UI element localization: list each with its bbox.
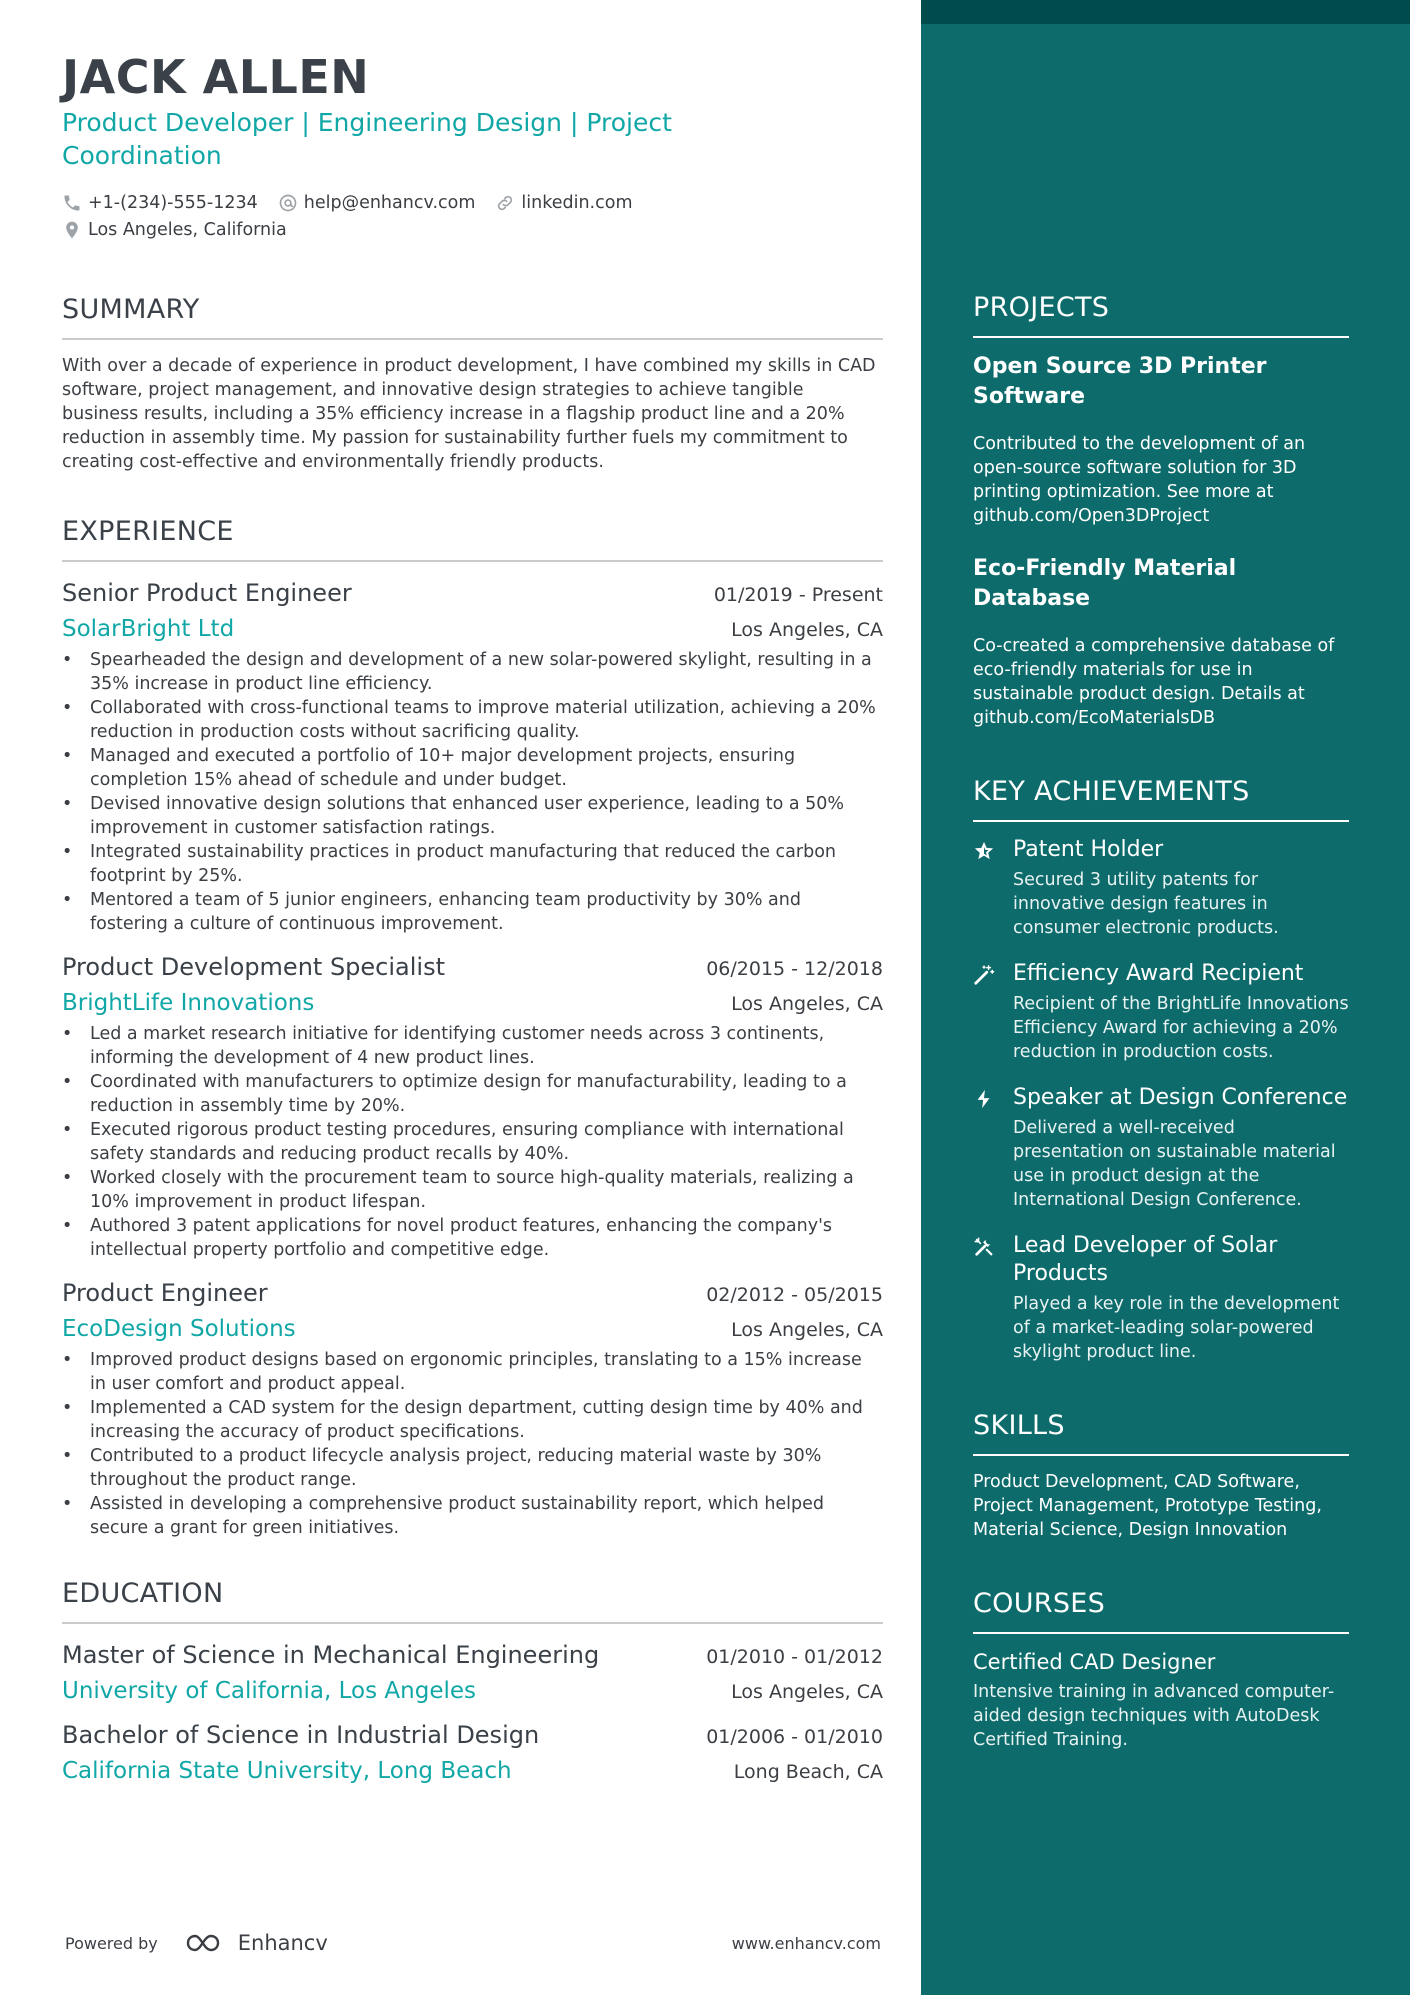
tools-icon <box>973 1236 995 1258</box>
school-name: California State University, Long Beach <box>62 1758 512 1784</box>
job-entry <box>62 1276 883 1540</box>
linkedin-contact[interactable] <box>495 193 632 213</box>
bullet-item: • Executed rigorous product testing procedures, ensuring compliance with international safety standards and reducing product recalls by 40%. <box>62 1118 883 1166</box>
education-entry <box>62 1638 883 1710</box>
education-entry <box>62 1718 883 1790</box>
summary-text: With over a decade of experience in product development, I have combined my skills in CAD software, project management, and innovative design strategies to achieve tangible business results, including a 35% efficiency increase in a flagship product line and a 20% reduction in assembly time. My passion for sustainability further fuels my commitment to creating cost-effective and environmentally friendly products. <box>62 356 876 472</box>
achievement-item <box>973 960 1349 1064</box>
phone-icon <box>62 193 82 213</box>
bullet-item: • Worked closely with the procurement team to source high-quality materials, realizing a 10% improvement in product lifespan. <box>62 1166 883 1214</box>
achievement-description: Played a key role in the development of a market-leading solar-powered skylight product line. <box>1013 1294 1340 1362</box>
powered-by <box>65 1931 328 1955</box>
job-date: 06/2015 - 12/2018 <box>706 958 883 980</box>
course-description: Intensive training in advanced computer-aided design techniques with AutoDesk Certified Training. <box>973 1682 1335 1750</box>
email-text[interactable]: help@enhancv.com <box>303 192 476 213</box>
bullet-item: • Assisted in developing a comprehensive product sustainability report, which helped secure a grant for green initiatives. <box>62 1492 883 1540</box>
website-link[interactable]: www.enhancv.com <box>731 1933 881 1953</box>
bullet-item: • Collaborated with cross-functional teams to improve material utilization, achieving a 20% reduction in production costs without sacrificing quality. <box>62 696 883 744</box>
courses-heading: COURSES <box>973 1586 1349 1634</box>
degree-title: Bachelor of Science in Industrial Design <box>62 1721 540 1749</box>
project-description: Co-created a comprehensive database of eco-friendly materials for use in sustainable product design. Details at github.com/EcoMaterialsDB <box>973 636 1335 728</box>
candidate-headline: Product Developer | Engineering Design | Project Coordination <box>62 108 672 170</box>
job-bullets <box>62 648 883 936</box>
projects-section <box>973 290 1349 730</box>
candidate-name: JACK ALLEN <box>62 50 370 104</box>
achievement-title: Lead Developer of Solar Products <box>1013 1233 1278 1286</box>
achievement-title: Speaker at Design Conference <box>1013 1085 1348 1110</box>
courses-section <box>973 1586 1349 1752</box>
job-company: EcoDesign Solutions <box>62 1316 296 1342</box>
bullet-item: • Coordinated with manufacturers to optimize design for manufacturability, leading to a reduction in assembly time by 20%. <box>62 1070 883 1118</box>
project-title: Eco-Friendly Material Database <box>973 556 1237 611</box>
powered-by-label: Powered by <box>65 1933 158 1953</box>
achievements-section <box>973 774 1349 1364</box>
achievement-description: Recipient of the BrightLife Innovations Efficiency Award for achieving a 20% reduction in production costs. <box>1013 994 1349 1062</box>
location-pin-icon <box>62 220 82 240</box>
experience-heading: EXPERIENCE <box>62 514 883 562</box>
education-date: 01/2010 - 01/2012 <box>706 1646 883 1668</box>
job-title: Product Development Specialist <box>62 953 446 981</box>
bullet-item: • Led a market research initiative for identifying customer needs across 3 continents, informing the development of 4 new product lines. <box>62 1022 883 1070</box>
skills-list: Product Development, CAD Software, Project Management, Prototype Testing, Material Science, Design Innovation <box>973 1472 1322 1540</box>
location-contact <box>62 220 287 240</box>
course-title: Certified CAD Designer <box>973 1650 1216 1674</box>
lightning-icon <box>973 1088 995 1110</box>
bullet-item: • Mentored a team of 5 junior engineers, enhancing team productivity by 30% and fostering a culture of continuous improvement. <box>62 888 883 936</box>
job-date: 02/2012 - 05/2015 <box>706 1284 883 1306</box>
job-company: BrightLife Innovations <box>62 990 315 1016</box>
bullet-item: • Devised innovative design solutions that enhanced user experience, leading to a 50% improvement in customer satisfaction ratings. <box>62 792 883 840</box>
school-location: Long Beach, CA <box>733 1761 883 1783</box>
bullet-item: • Authored 3 patent applications for novel product features, enhancing the company's intellectual property portfolio and competitive edge. <box>62 1214 883 1262</box>
degree-title: Master of Science in Mechanical Engineering <box>62 1641 600 1669</box>
projects-heading: PROJECTS <box>973 290 1349 338</box>
sidebar-top-bar <box>921 0 1410 24</box>
achievement-title: Patent Holder <box>1013 837 1164 862</box>
job-bullets <box>62 1022 883 1262</box>
magic-wand-icon <box>973 964 995 986</box>
at-icon <box>278 193 298 213</box>
skills-section <box>973 1408 1349 1542</box>
summary-heading: SUMMARY <box>62 292 883 340</box>
phone-contact <box>62 193 258 213</box>
email-contact[interactable] <box>278 193 476 213</box>
education-section <box>62 1576 883 1790</box>
summary-section <box>62 292 883 474</box>
achievement-item <box>973 1232 1349 1364</box>
job-company: SolarBright Ltd <box>62 616 235 642</box>
achievements-heading: KEY ACHIEVEMENTS <box>973 774 1349 822</box>
achievement-item <box>973 1084 1349 1212</box>
bullet-item: • Improved product designs based on ergonomic principles, translating to a 15% increase in user comfort and product appeal. <box>62 1348 883 1396</box>
school-location: Los Angeles, CA <box>731 1681 883 1703</box>
experience-section <box>62 514 883 1540</box>
footer <box>65 1925 881 1961</box>
job-entry <box>62 576 883 936</box>
school-name: University of California, Los Angeles <box>62 1678 477 1704</box>
job-title: Senior Product Engineer <box>62 579 352 607</box>
main-column <box>62 50 883 1798</box>
project-description: Contributed to the development of an open-source software solution for 3D printing optimization. See more at github.com/Open3DProject <box>973 434 1306 526</box>
achievement-title: Efficiency Award Recipient <box>1013 961 1304 986</box>
job-location: Los Angeles, CA <box>731 619 883 641</box>
job-entry <box>62 950 883 1262</box>
bullet-item: • Implemented a CAD system for the design department, cutting design time by 40% and increasing the accuracy of product specifications. <box>62 1396 883 1444</box>
job-location: Los Angeles, CA <box>731 1319 883 1341</box>
job-location: Los Angeles, CA <box>731 993 883 1015</box>
job-title: Product Engineer <box>62 1279 268 1307</box>
link-icon <box>495 193 515 213</box>
skills-heading: SKILLS <box>973 1408 1349 1456</box>
contact-info <box>62 189 883 243</box>
education-heading: EDUCATION <box>62 1576 883 1624</box>
brand-name: Enhancv <box>237 1931 328 1955</box>
bullet-item: • Managed and executed a portfolio of 10+ major development projects, ensuring completion 15% ahead of schedule and under budget. <box>62 744 883 792</box>
education-date: 01/2006 - 01/2010 <box>706 1726 883 1748</box>
achievement-description: Delivered a well-received presentation on sustainable material use in product design at the International Design Conference. <box>1013 1118 1336 1210</box>
bullet-item: • Spearheaded the design and development of a new solar-powered skylight, resulting in a 35% increase in product line efficiency. <box>62 648 883 696</box>
job-date: 01/2019 - Present <box>713 584 883 606</box>
achievement-description: Secured 3 utility patents for innovative design features in consumer electronic products. <box>1013 870 1279 938</box>
bullet-item: • Contributed to a product lifecycle analysis project, reducing material waste by 30% throughout the product range. <box>62 1444 883 1492</box>
achievement-item <box>973 836 1349 940</box>
project-title: Open Source 3D Printer Software <box>973 354 1267 409</box>
star-icon <box>973 840 995 862</box>
linkedin-text[interactable]: linkedin.com <box>521 192 633 213</box>
bullet-item: • Integrated sustainability practices in product manufacturing that reduced the carbon footprint by 25%. <box>62 840 883 888</box>
phone-text: +1-(234)-555-1234 <box>88 192 258 213</box>
enhancv-logo-icon <box>184 1931 232 1955</box>
location-text: Los Angeles, California <box>88 219 287 240</box>
job-bullets <box>62 1348 883 1540</box>
enhancv-logo[interactable] <box>184 1931 328 1955</box>
sidebar <box>921 0 1410 1995</box>
